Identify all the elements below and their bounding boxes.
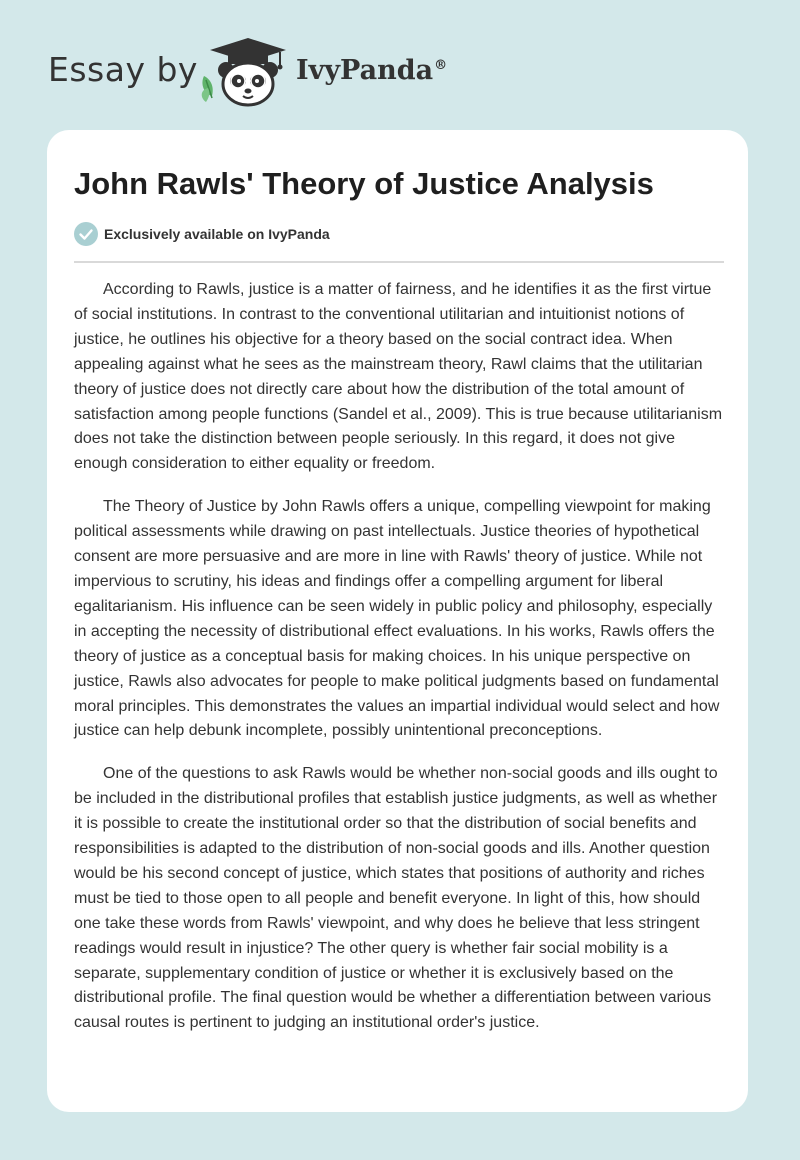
paragraph: One of the questions to ask Rawls would be whether non-social goods and ills ought to be included in the distributional profiles that establish justice judgments, as well as whether it is possible to create the institutional order so that the distribution of social benefits and responsibilities is adapted to the distribution of non-social goods and ills. Another question would be his second concept of justice, which states that positions of authority and riches must be tied to those open to all people and benefit everyone. In light of this, how should one take these words from Rawls' viewpoint, and why does he believe that less stringent readings would result in injustice? The other query is whether fair social mobility is a separate, supplementary condition of justice or whether it is exclusively based on the distributional profile. The final question would be whether a differentiation between various causal routes is pertinent to judging an institutional order's justice.: [74, 765, 718, 1032]
paragraph: According to Rawls, justice is a matter of fairness, and he identifies it as the first virtue of social institutions. In contrast to the conventional utilitarian and intuitionist notions of justice, he outlines his objective for a theory based on the social contract idea. When appealing against what he sees as the mainstream theory, Rawl claims that the utilitarian theory of justice does not directly care about how the distribution of the total amount of satisfaction among people functions (Sandel et al., 2009). This is true because utilitarianism does not take the distinction between people seriously. In this regard, it does not give enough consideration to either equality or freedom.: [74, 281, 723, 473]
essay-card: [47, 130, 748, 1112]
brand-name[interactable]: IvyPanda®: [296, 55, 448, 86]
exclusive-badge-text: Exclusively available on IvyPanda: [104, 226, 330, 242]
page-title: John Rawls' Theory of Justice Analysis: [74, 166, 654, 201]
divider: [74, 261, 724, 263]
exclusive-badge: [74, 221, 330, 247]
site-header: [0, 0, 800, 125]
paragraph: The Theory of Justice by John Rawls offers a unique, compelling viewpoint for making political assessments while drawing on past intellectuals. Justice theories of hypothetical consent are more persuasive and are more in line with Rawls' theory of justice. While not impervious to scrutiny, his ideas and findings offer a compelling argument for liberal egalitarianism. His influence can be seen widely in public policy and philosophy, especially in accepting the necessity of distributional effect evaluations. In his works, Rawls offers the theory of justice as a conceptual basis for making choices. In his unique perspective on justice, Rawls also advocates for people to make political judgments based on fundamental moral principles. This demonstrates the values an impartial individual would select and how justice can help debunk incomplete, possibly unintentional preconceptions.: [74, 498, 720, 740]
check-circle-icon: [74, 222, 98, 246]
panda-logo-icon[interactable]: [198, 36, 294, 108]
essay-body: [74, 278, 727, 1054]
registered-mark: ®: [434, 58, 448, 73]
essay-by-label: Essay by: [48, 50, 198, 89]
